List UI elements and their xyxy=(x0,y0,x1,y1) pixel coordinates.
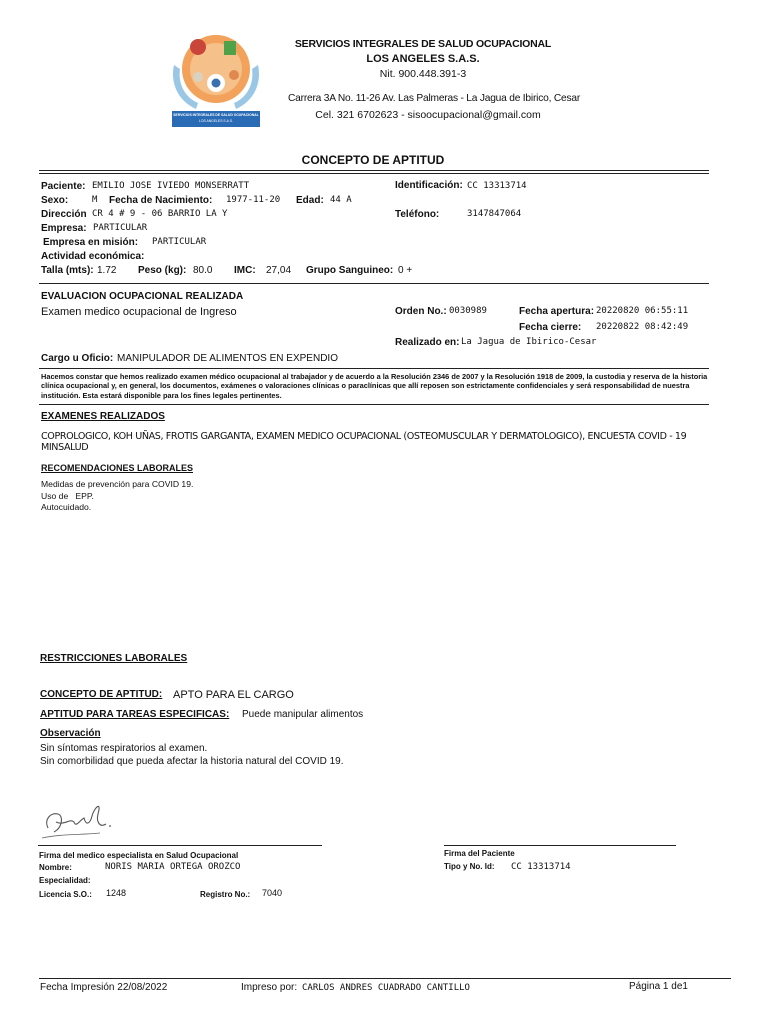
company-nit: Nit. 900.448.391-3 xyxy=(379,68,467,80)
place-label: Realizado en: xyxy=(395,337,460,348)
restrictions-heading: RESTRICCIONES LABORALES xyxy=(40,653,188,664)
patient-weight-label: Peso (kg): xyxy=(138,265,187,276)
place: La Jagua de Ibirico-Cesar xyxy=(461,337,597,347)
patient-activity-label: Actividad económica: xyxy=(41,251,145,262)
doctor-specialty-label: Especialidad: xyxy=(39,876,91,885)
patient-height: 1.72 xyxy=(97,265,117,276)
patient-id: CC 13313714 xyxy=(467,181,527,191)
tasks-value: Puede manipular alimentos xyxy=(242,709,364,720)
patient-name-label: Paciente: xyxy=(41,181,86,192)
aptitude-value: APTO PARA EL CARGO xyxy=(173,689,294,701)
order-label: Orden No.: xyxy=(395,306,447,317)
observation-label: Observación xyxy=(40,728,101,739)
doctor-name: NORIS MARIA ORTEGA OROZCO xyxy=(105,862,241,872)
patient-id-type: CC 13313714 xyxy=(511,862,571,872)
evaluation-type: Examen medico ocupacional de Ingreso xyxy=(41,306,237,318)
patient-signature-caption: Firma del Paciente xyxy=(444,849,515,858)
patient-bmi: 27,04 xyxy=(266,265,292,276)
printed-by: CARLOS ANDRES CUADRADO CANTILLO xyxy=(302,983,470,993)
document-title: CONCEPTO DE APTITUD xyxy=(301,153,445,167)
observation-line-2: Sin comorbilidad que pueda afectar la historia natural del COVID 19. xyxy=(40,756,344,767)
patient-weight: 80.0 xyxy=(193,265,213,276)
doctor-license: 1248 xyxy=(106,888,127,898)
open-date-label: Fecha apertura: xyxy=(519,306,595,317)
patient-bmi-label: IMC: xyxy=(234,265,256,276)
patient-company-label: Empresa: xyxy=(41,223,87,234)
recommendations-list xyxy=(41,479,201,514)
open-date: 20220820 06:55:11 xyxy=(596,306,689,316)
recommendation-item: Autocuidado. xyxy=(41,502,92,513)
recommendation-item: Medidas de prevención para COVID 19. xyxy=(41,479,194,489)
close-date-label: Fecha cierre: xyxy=(519,322,582,333)
job: MANIPULADOR DE ALIMENTOS EN EXPENDIO xyxy=(117,353,338,364)
patient-phone: 3147847064 xyxy=(467,209,522,219)
legal-notice: Hacemos constar que hemos realizado examen médico ocupacional al trabajador y de acuerdo a la Resolución 2346 de 2007 y la Resolución 1918 de 2009, la custodia y reserva de la historia clínica ocupacional y, en general, los documentos, exámenes o valoraciones clínicas o paraclínicas que allí reposen son estrictamente confidenciales y será responsabilidad de nuestra institución. Esta estará disponible para los fines legales pertinentes. xyxy=(41,372,708,400)
patient-company: PARTICULAR xyxy=(93,223,148,233)
order-number: 0030989 xyxy=(449,306,487,316)
patient-dob-label: Fecha de Nacimiento: xyxy=(109,195,213,206)
patient-phone-label: Teléfono: xyxy=(395,209,440,220)
evaluation-heading: EVALUACION OCUPACIONAL REALIZADA xyxy=(41,291,244,302)
patient-mission: PARTICULAR xyxy=(152,237,207,247)
job-label: Cargo u Oficio: xyxy=(41,353,114,364)
logo-text: SERVICIOS INTEGRALES DE SALUD OCUPACIONAL xyxy=(173,113,259,117)
patient-id-label: Identificación: xyxy=(395,180,463,191)
print-date: Fecha Impresión 22/08/2022 xyxy=(40,982,168,993)
patient-mission-label: Empresa en misión: xyxy=(43,237,139,248)
patient-id-type-label: Tipo y No. Id: xyxy=(444,862,495,871)
doctor-name-label: Nombre: xyxy=(39,863,72,872)
company-name-sas: LOS ANGELES S.A.S. xyxy=(366,53,480,65)
recommendations-heading: RECOMENDACIONES LABORALES xyxy=(41,463,194,473)
page-number: Página 1 de1 xyxy=(629,981,688,992)
printed-by-label: Impreso por: xyxy=(241,982,298,993)
tasks-label: APTITUD PARA TAREAS ESPECIFICAS: xyxy=(40,709,230,720)
doctor-license-label: Licencia S.O.: xyxy=(39,890,92,899)
observation-line-1: Sin síntomas respiratorios al examen. xyxy=(40,743,208,754)
company-contact: Cel. 321 6702623 - sisoocupacional@gmail.com xyxy=(315,109,541,121)
exams-list: COPROLOGICO, KOH UÑAS, FROTIS GARGANTA, EXAMEN MEDICO OCUPACIONAL (OSTEOMUSCULAR Y DERMATOLOGICO), ENCUESTA COVID - 19 MINSALUD xyxy=(41,431,687,453)
recommendation-item: Uso de EPP. xyxy=(41,490,94,501)
company-logo xyxy=(168,25,264,129)
patient-age: 44 A xyxy=(330,195,352,205)
exams-heading: EXAMENES REALIZADOS xyxy=(41,411,165,422)
patient-address: CR 4 # 9 - 06 BARRIO LA Y xyxy=(92,209,228,219)
patient-height-label: Talla (mts): xyxy=(41,265,94,276)
company-name: SERVICIOS INTEGRALES DE SALUD OCUPACIONAL xyxy=(294,38,552,50)
company-address: Carrera 3A No. 11-26 Av. Las Palmeras - La Jagua de Ibirico, Cesar xyxy=(288,93,581,104)
patient-name: EMILIO JOSE IVIEDO MONSERRATT xyxy=(92,181,250,191)
patient-blood: 0 + xyxy=(398,265,413,276)
doctor-registry: 7040 xyxy=(262,888,283,898)
patient-sex: M xyxy=(92,195,98,205)
patient-age-label: Edad: xyxy=(296,195,324,206)
close-date: 20220822 08:42:49 xyxy=(596,322,689,332)
aptitude-label: CONCEPTO DE APTITUD: xyxy=(40,689,163,700)
patient-blood-label: Grupo Sanguineo: xyxy=(306,265,394,276)
doctor-signature-caption: Firma del medico especialista en Salud Ocupacional xyxy=(39,851,239,860)
patient-dob: 1977-11-20 xyxy=(226,195,281,205)
patient-address-label: Dirección xyxy=(41,209,87,220)
doctor-signature-image xyxy=(40,798,120,842)
logo-text-sub: LOS ANGELES S.A.S. xyxy=(198,119,234,123)
patient-sex-label: Sexo: xyxy=(41,195,69,206)
doctor-registry-label: Registro No.: xyxy=(200,890,251,899)
